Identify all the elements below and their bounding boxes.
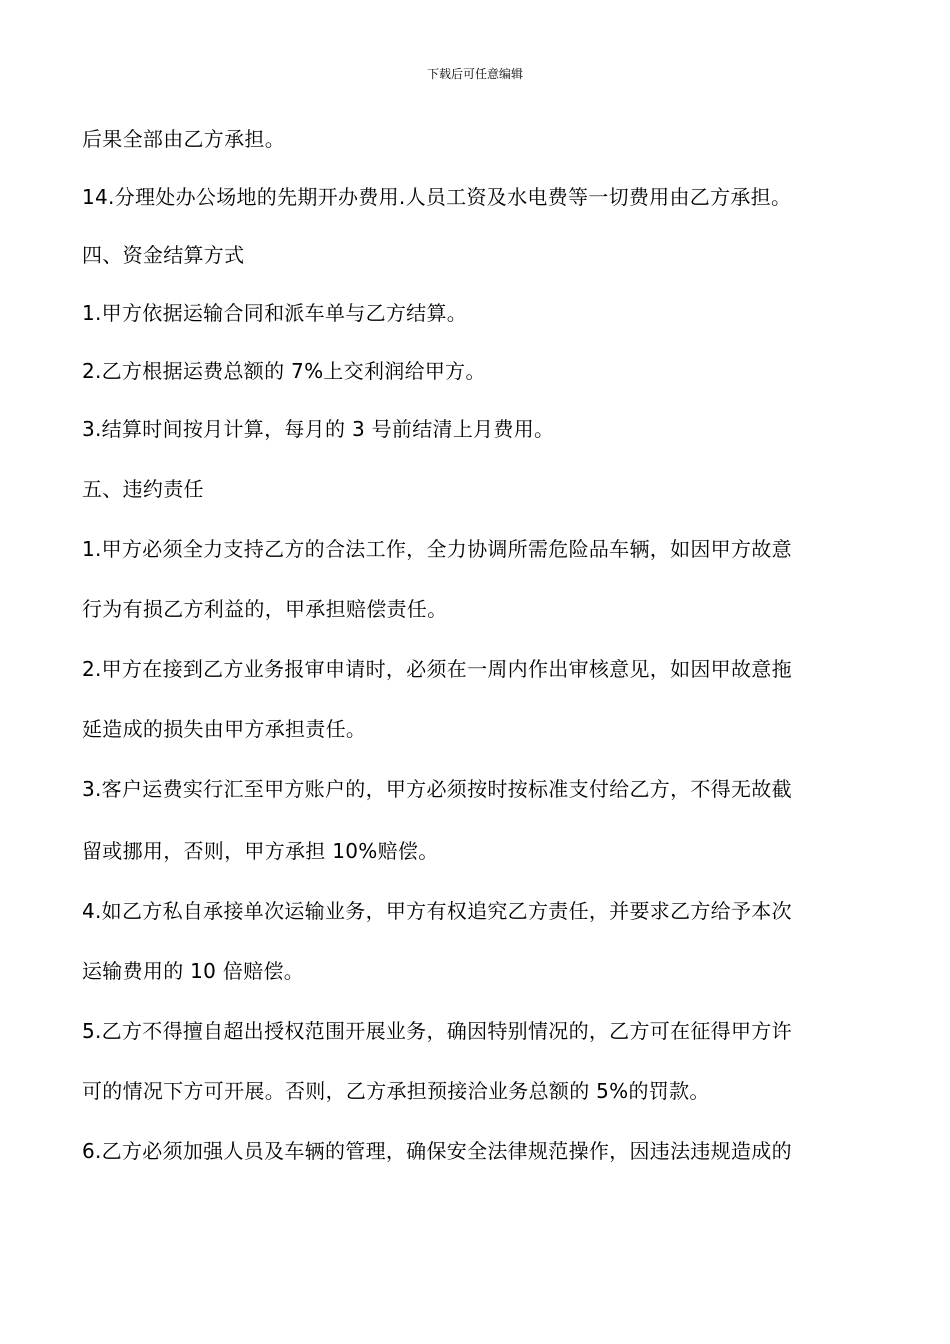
section-heading: 四、资金结算方式 [82, 243, 245, 267]
section-heading: 五、违约责任 [82, 477, 204, 501]
page-header: 下载后可任意编辑 [426, 67, 523, 81]
text-line: 4.如乙方私自承接单次运输业务，甲方有权追究乙方责任，并要求乙方给予本次 [82, 899, 792, 923]
text-line: 1.甲方依据运输合同和派车单与乙方结算。 [82, 301, 468, 325]
text-line: 3.客户运费实行汇至甲方账户的，甲方必须按时按标准支付给乙方，不得无故截 [82, 777, 792, 801]
text-line: 5.乙方不得擅自超出授权范围开展业务，确因特别情况的，乙方可在征得甲方许 [82, 1019, 792, 1043]
text-line: 3.结算时间按月计算，每月的 3 号前结清上月费用。 [82, 417, 555, 441]
text-line: 2.乙方根据运费总额的 7%上交利润给甲方。 [82, 359, 486, 383]
text-line: 留或挪用，否则，甲方承担 10%赔偿。 [82, 839, 439, 863]
text-line: 延造成的损失由甲方承担责任。 [82, 717, 367, 741]
text-line: 可的情况下方可开展。否则，乙方承担预接洽业务总额的 5%的罚款。 [82, 1079, 710, 1103]
text-line: 14.分理处办公场地的先期开办费用.人员工资及水电费等一切费用由乙方承担。 [82, 185, 792, 209]
text-line: 后果全部由乙方承担。 [82, 127, 285, 151]
text-line: 2.甲方在接到乙方业务报审申请时，必须在一周内作出审核意见，如因甲故意拖 [82, 657, 792, 681]
text-line: 运输费用的 10 倍赔偿。 [82, 959, 305, 983]
text-line: 行为有损乙方利益的，甲承担赔偿责任。 [82, 597, 448, 621]
text-line: 6.乙方必须加强人员及车辆的管理，确保安全法律规范操作，因违法违规造成的 [82, 1139, 792, 1163]
text-line: 1.甲方必须全力支持乙方的合法工作，全力协调所需危险品车辆，如因甲方故意 [82, 537, 792, 561]
